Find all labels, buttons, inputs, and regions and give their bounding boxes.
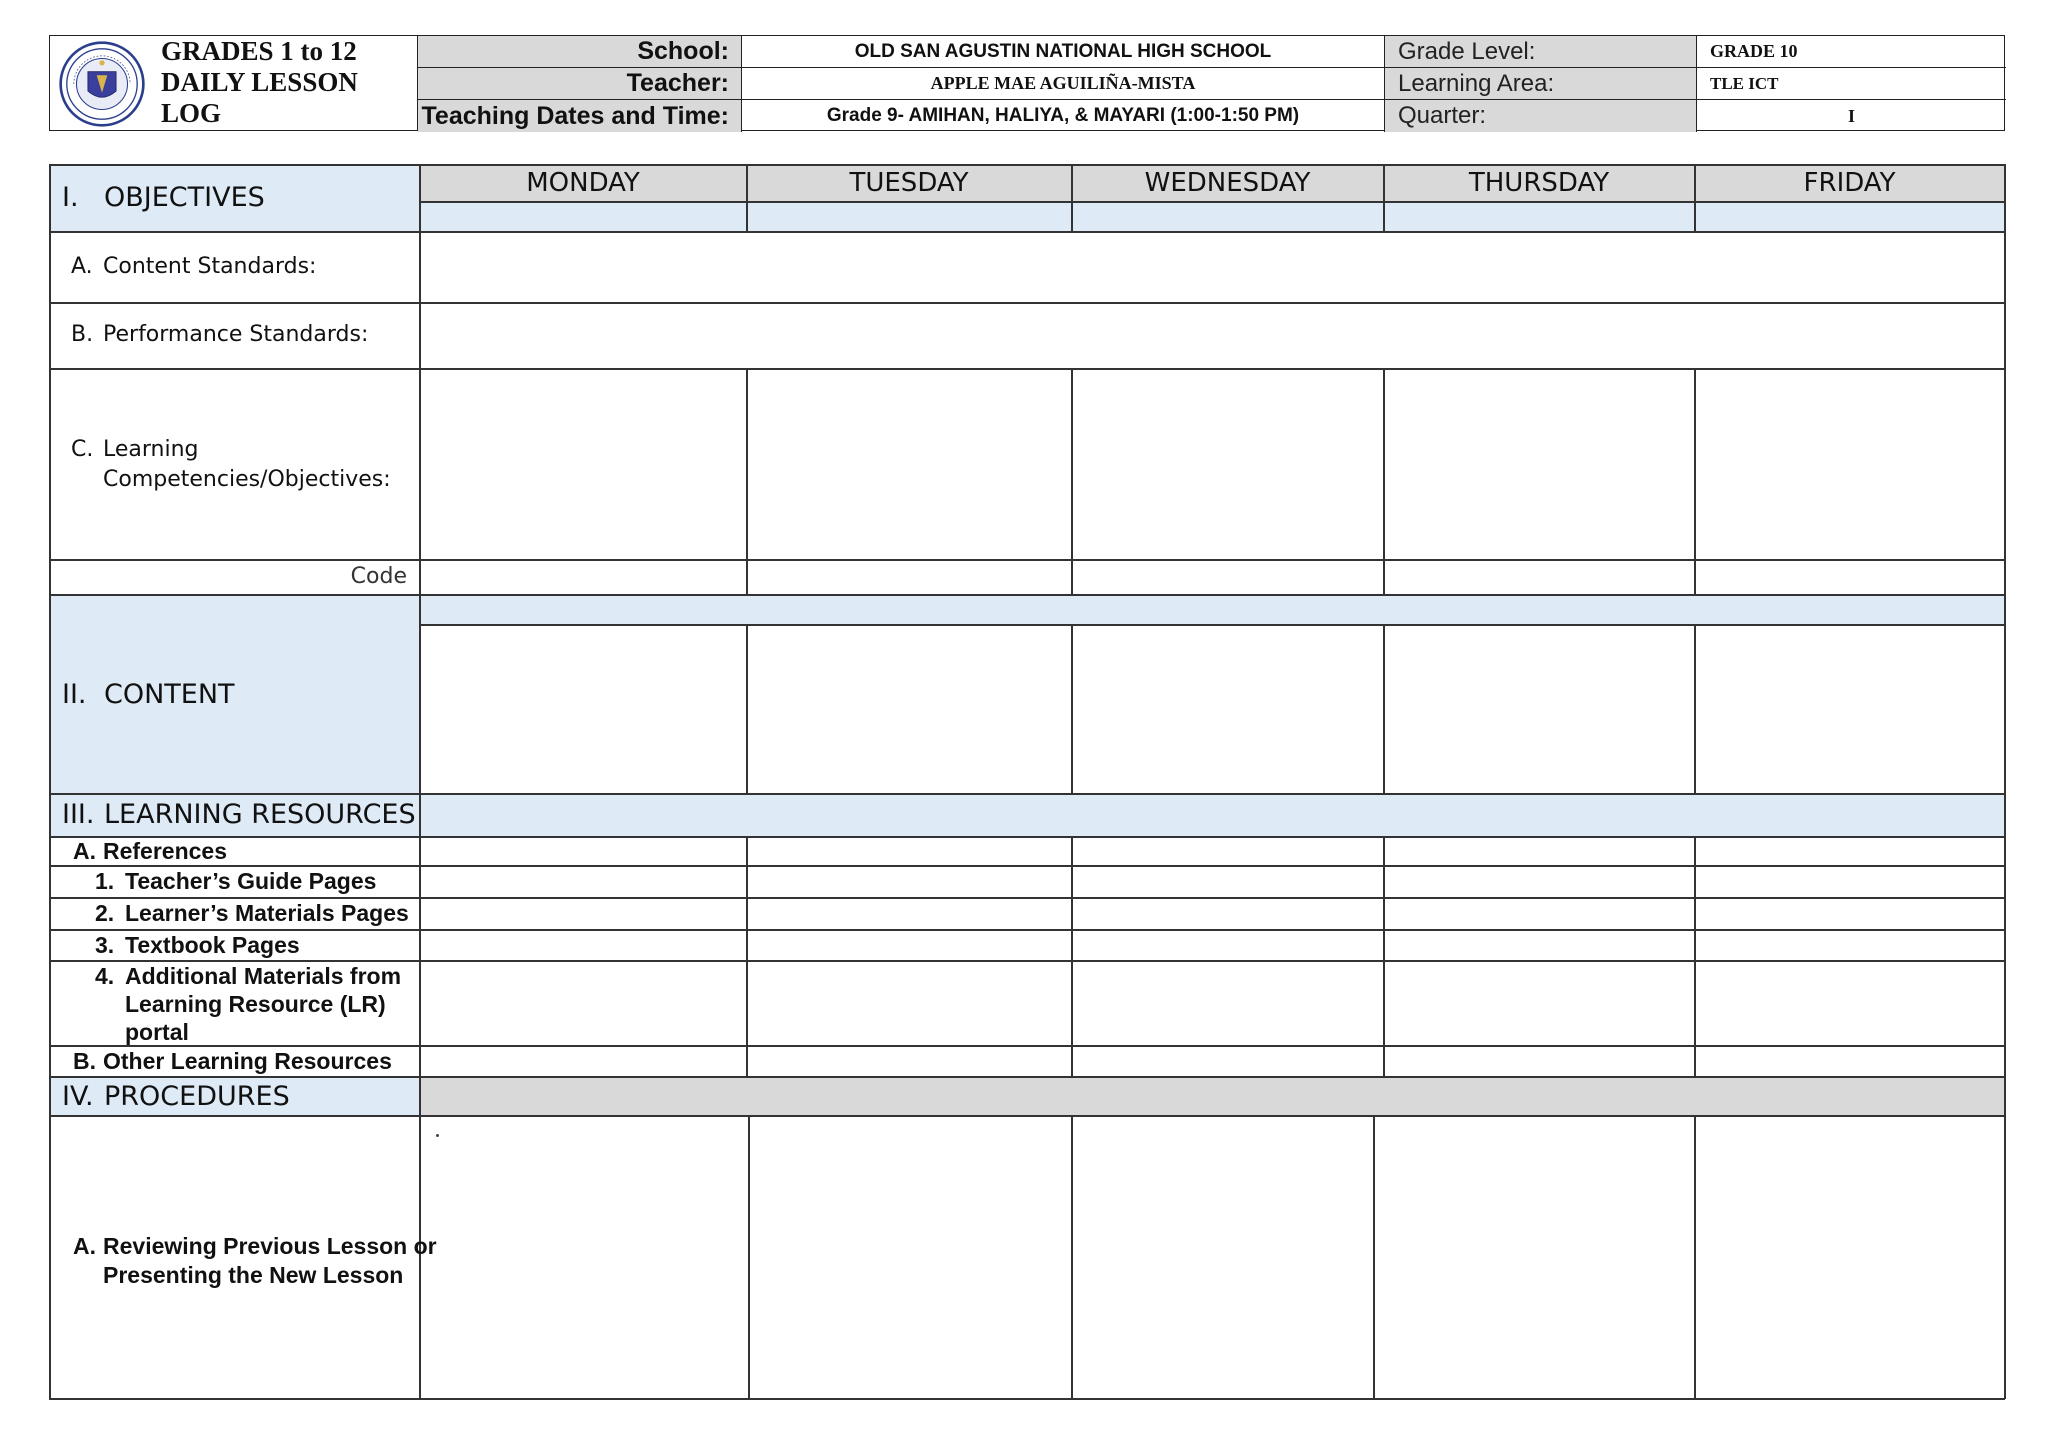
textbook-pages-label: 3. Textbook Pages (95, 932, 300, 958)
table-border-bottom (49, 1398, 2005, 1400)
day-header-wednesday: WEDNESDAY (1144, 168, 1311, 198)
section-objectives: I. OBJECTIVES (62, 182, 265, 213)
rule (49, 1076, 2005, 1078)
section-content: II. CONTENT (62, 679, 235, 710)
school-label: School: (418, 36, 742, 68)
stray-dot (436, 1134, 439, 1137)
code-label: Code (350, 564, 407, 589)
col-divider (1694, 836, 1696, 1077)
rule (49, 368, 2005, 370)
rule (420, 624, 2005, 626)
rule (49, 559, 2005, 561)
col-divider (1071, 368, 1073, 594)
learning-area-value: TLE ICT (1697, 68, 2006, 100)
content-standards-label: A. Content Standards: (71, 254, 317, 279)
col-divider (1383, 836, 1385, 1077)
label-column-divider (419, 164, 421, 1399)
learning-area-label: Learning Area: (1385, 68, 1697, 100)
day-header-tuesday: TUESDAY (849, 168, 969, 198)
rule (49, 836, 2005, 838)
col-divider (1071, 836, 1073, 1077)
section-procedures: IV. PROCEDURES (62, 1081, 290, 1112)
teacher-label: Teacher: (418, 68, 742, 100)
quarter-label: Quarter: (1385, 100, 1697, 132)
dates-value: Grade 9- AMIHAN, HALIYA, & MAYARI (1:00-1:50 PM) (742, 100, 1385, 132)
school-value: OLD SAN AGUSTIN NATIONAL HIGH SCHOOL (742, 36, 1385, 68)
quarter-value: I (1847, 105, 1855, 126)
table-border-right (2004, 164, 2006, 1399)
table-border-left (49, 164, 51, 1399)
page-title: GRADES 1 to 12 DAILY LESSON LOG (161, 36, 358, 128)
col-divider (748, 1115, 750, 1399)
teachers-guide-pages-label: 1. Teacher’s Guide Pages (95, 868, 377, 894)
rule (49, 594, 2005, 596)
col-divider (746, 368, 748, 594)
day-header-friday: FRIDAY (1803, 168, 1896, 198)
col-divider (1694, 368, 1696, 594)
col-divider (746, 836, 748, 1077)
day-header-thursday: THURSDAY (1468, 168, 1610, 198)
rule (49, 302, 2005, 304)
col-divider (1383, 624, 1385, 794)
learners-materials-pages-label: 2. Learner’s Materials Pages (95, 900, 409, 926)
content-band-fill (420, 594, 2005, 624)
other-learning-resources-label: B. Other Learning Resources (73, 1048, 392, 1074)
col-divider (1071, 1115, 1073, 1399)
grade-level-value: GRADE 10 (1697, 36, 2006, 68)
rule (49, 231, 2005, 233)
rule (420, 201, 2005, 203)
col-divider (1694, 624, 1696, 794)
learning-competencies-label: C. Learning Competencies/Objectives: (71, 437, 391, 492)
reviewing-previous-lesson-label: A. Reviewing Previous Lesson or Presenting the New Lesson (73, 1233, 437, 1288)
rule (49, 929, 2005, 931)
section-learning-resources: III. LEARNING RESOURCES (62, 799, 416, 830)
col-divider (1694, 1115, 1696, 1399)
references-label: A. References (73, 838, 228, 864)
additional-materials-label: 4. Additional Materials from Learning Resource (LR) portal (95, 963, 402, 1045)
day-header-monday: MONDAY (526, 168, 640, 198)
dates-label: Teaching Dates and Time: (418, 100, 742, 132)
performance-standards-label: B. Performance Standards: (71, 322, 369, 347)
procedures-band-fill (420, 1077, 2005, 1116)
rule (49, 793, 2005, 795)
col-divider (1071, 624, 1073, 794)
teacher-value: APPLE MAE AGUILIÑA-MISTA (742, 68, 1385, 100)
col-divider (746, 624, 748, 794)
col-divider (1373, 1115, 1375, 1399)
col-divider (1383, 368, 1385, 594)
rule (49, 1115, 2005, 1117)
grade-level-label: Grade Level: (1385, 36, 1697, 68)
days-subheader-fill (420, 201, 2005, 231)
